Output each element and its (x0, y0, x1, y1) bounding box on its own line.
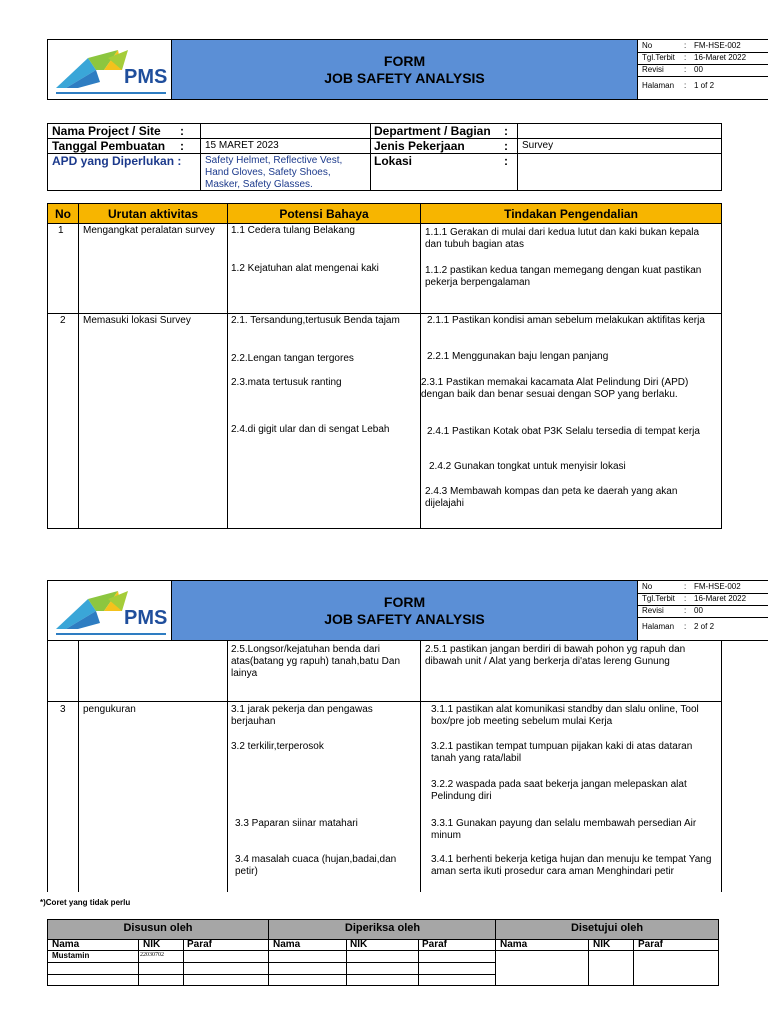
row1-hazard-1: 1.1 Cedera tulang Belakang (231, 225, 355, 236)
header-control: Tindakan Pengendalian (504, 207, 638, 221)
footnote: *)Coret yang tidak perlu (40, 898, 131, 907)
disetujui-nik-header: NIK (593, 939, 611, 950)
row2-activity: Memasuki lokasi Survey (83, 315, 191, 326)
approval-table (47, 919, 719, 986)
document-meta (637, 580, 768, 641)
row1-no: 1 (58, 225, 64, 236)
row1-activity: Mengangkat peralatan survey (83, 225, 215, 236)
diperiksa-nik-header: NIK (350, 939, 368, 950)
row3-control-3: 3.3.1 Gunakan payung dan selalu membawah persedian Air minum (431, 818, 697, 841)
row2-control-3: 2.3.1 Pastikan memakai kacamata Alat Pelindung Diri (APD) dengan baik dan benar sesuai dengan SOP yang berlaku. (421, 377, 689, 400)
row3-no: 3 (60, 704, 66, 715)
row3-hazard-4: 3.4 masalah cuaca (hujan,badai,dan petir) (235, 854, 397, 877)
page-number: 2 of 2 (694, 622, 715, 631)
form-title: JOB SAFETY ANALYSIS (324, 611, 485, 627)
meta-no-row: No : FM-HSE-002 (638, 581, 768, 594)
disusun-paraf-header: Paraf (187, 939, 213, 950)
header-no: No (55, 207, 71, 221)
row3-control-1: 3.1.1 pastikan alat komunikasi standby dan slalu online, Tool box/pre job meeting sebelum mulai Kerja (431, 704, 699, 727)
row2-hazard-3: 2.3.mata tertusuk ranting (231, 377, 342, 388)
diperiksa-nama-header: Nama (273, 939, 301, 950)
meta-revisi-row: Revisi : 00 (638, 64, 768, 77)
row2-control-4a: 2.4.1 Pastikan Kotak obat P3K Selalu tersedia di tempat kerja (427, 426, 700, 437)
company-logo (47, 580, 172, 641)
page-number: 1 of 2 (694, 81, 715, 90)
project-label: Nama Project / Site (52, 124, 161, 138)
disusun-nama-header: Nama (52, 939, 80, 950)
jsa-table-page1 (47, 203, 722, 529)
document-meta (637, 39, 768, 100)
header-hazard: Potensi Bahaya (279, 207, 369, 221)
logo-text: PMS (124, 66, 168, 88)
diperiksa-paraf-header: Paraf (422, 939, 448, 950)
row2-hazard-5: 2.5.Longsor/kejatuhan benda dari atas(batang yg rapuh) tanah,batu Dan lainya (231, 644, 401, 679)
meta-halaman-row: Halaman : 2 of 2 (642, 622, 715, 631)
tanggal-label: Tanggal Pembuatan (52, 139, 166, 153)
row2-control-5: 2.5.1 pastikan jangan berdiri di bawah pohon yg rapuh dan dibawah unit / Alat yang berkerja di'atas lereng Gunung (425, 644, 686, 667)
form-title: JOB SAFETY ANALYSIS (324, 70, 485, 86)
meta-halaman-row: Halaman : 1 of 2 (642, 81, 715, 90)
jsa-table-header (48, 203, 721, 224)
form-header-page2 (47, 580, 747, 641)
disusun-nik-header: NIK (143, 939, 161, 950)
row1-control-1: 1.1.1 Gerakan di mulai dari kedua lutut dan kaki bukan kepala dan tubuh bagian atas (425, 227, 700, 250)
row3-activity: pengukuran (83, 704, 136, 715)
disetujui-paraf-header: Paraf (638, 939, 664, 950)
row2-hazard-1: 2.1. Tersandung,tertusuk Benda tajam (231, 315, 400, 326)
header-activity: Urutan aktivitas (107, 207, 199, 221)
form-label: FORM (383, 594, 426, 610)
lokasi-label: Lokasi (374, 154, 413, 168)
disusun-label: Disusun oleh (123, 922, 193, 934)
meta-terbit-row: Tgl.Terbit : 16-Maret 2022 (638, 593, 768, 606)
signer-nik: 22030702 (140, 952, 164, 958)
row3-control-2: 3.2.1 pastikan tempat tumpuan pijakan kaki di atas dataran tanah yang rata/labil (431, 741, 693, 764)
meta-terbit-row: Tgl.Terbit : 16-Maret 2022 (638, 52, 768, 65)
row3-control-2b: 3.2.2 waspada pada saat bekerja jangan melepaskan alat Pelindung diri (431, 779, 687, 802)
logo-text: PMS (124, 607, 168, 629)
row1-hazard-2: 1.2 Kejatuhan alat mengenai kaki (231, 263, 379, 274)
form-title-cell (172, 580, 637, 641)
jenis-label: Jenis Pekerjaan (374, 139, 465, 153)
meta-no-row: No : FM-HSE-002 (638, 40, 768, 53)
row2-control-4b: 2.4.2 Gunakan tongkat untuk menyisir lokasi (429, 461, 626, 472)
apd-label: APD yang Diperlukan : (52, 154, 182, 168)
disetujui-nama-header: Nama (500, 939, 528, 950)
jsa-table-page2 (47, 641, 722, 892)
diperiksa-label: Diperiksa oleh (344, 922, 421, 934)
apd-value: Safety Helmet, Reflective Vest, Hand Gloves, Safety Shoes, Masker, Safety Glasses. (205, 155, 343, 190)
row3-control-4: 3.4.1 berhenti bekerja ketiga hujan dan menuju ke tempat Yang aman serta ikuti prosedur cara aman Menghindari petir (431, 854, 712, 877)
row2-control-4c: 2.4.3 Membawah kompas dan peta ke daerah yang akan dijelajahi (425, 486, 678, 509)
row3-hazard-2: 3.2 terkilir,terperosok (231, 741, 324, 752)
form-title-cell (172, 39, 637, 100)
form-header (47, 39, 747, 100)
row3-hazard-1: 3.1 jarak pekerja dan pengawas berjauhan (231, 704, 373, 727)
row2-no: 2 (60, 315, 66, 326)
department-label: Department / Bagian (374, 124, 491, 138)
jenis-value: Survey (522, 140, 554, 151)
row1-control-2: 1.1.2 pastikan kedua tangan memegang dengan kuat pastikan pekerja berpengalaman (425, 265, 702, 288)
signer-name: Mustamin (52, 951, 90, 960)
disetujui-label: Disetujui oleh (570, 922, 644, 934)
tanggal-value: 15 MARET 2023 (205, 140, 279, 151)
row2-control-1: 2.1.1 Pastikan kondisi aman sebelum melakukan aktifitas kerja (427, 315, 705, 326)
company-logo (47, 39, 172, 100)
row2-control-2: 2.2.1 Menggunakan baju lengan panjang (427, 351, 609, 362)
project-info-table: Nama Project / Site : Tanggal Pembuatan : 15 MARET 2023 APD yang Diperlukan : Safety Helmet, Reflective Vest, Hand Gloves, Safety Shoes, Masker, Safety Glasses. Department / Bagian : Jenis Pekerjaan : Survey Lokasi : (47, 123, 722, 191)
row3-hazard-3: 3.3 Paparan siinar matahari (235, 818, 358, 829)
form-label: FORM (383, 53, 426, 69)
row2-hazard-2: 2.2.Lengan tangan tergores (231, 353, 354, 364)
meta-revisi-row: Revisi : 00 (638, 605, 768, 618)
row2-hazard-4: 2.4.di gigit ular dan di sengat Lebah (231, 424, 390, 435)
